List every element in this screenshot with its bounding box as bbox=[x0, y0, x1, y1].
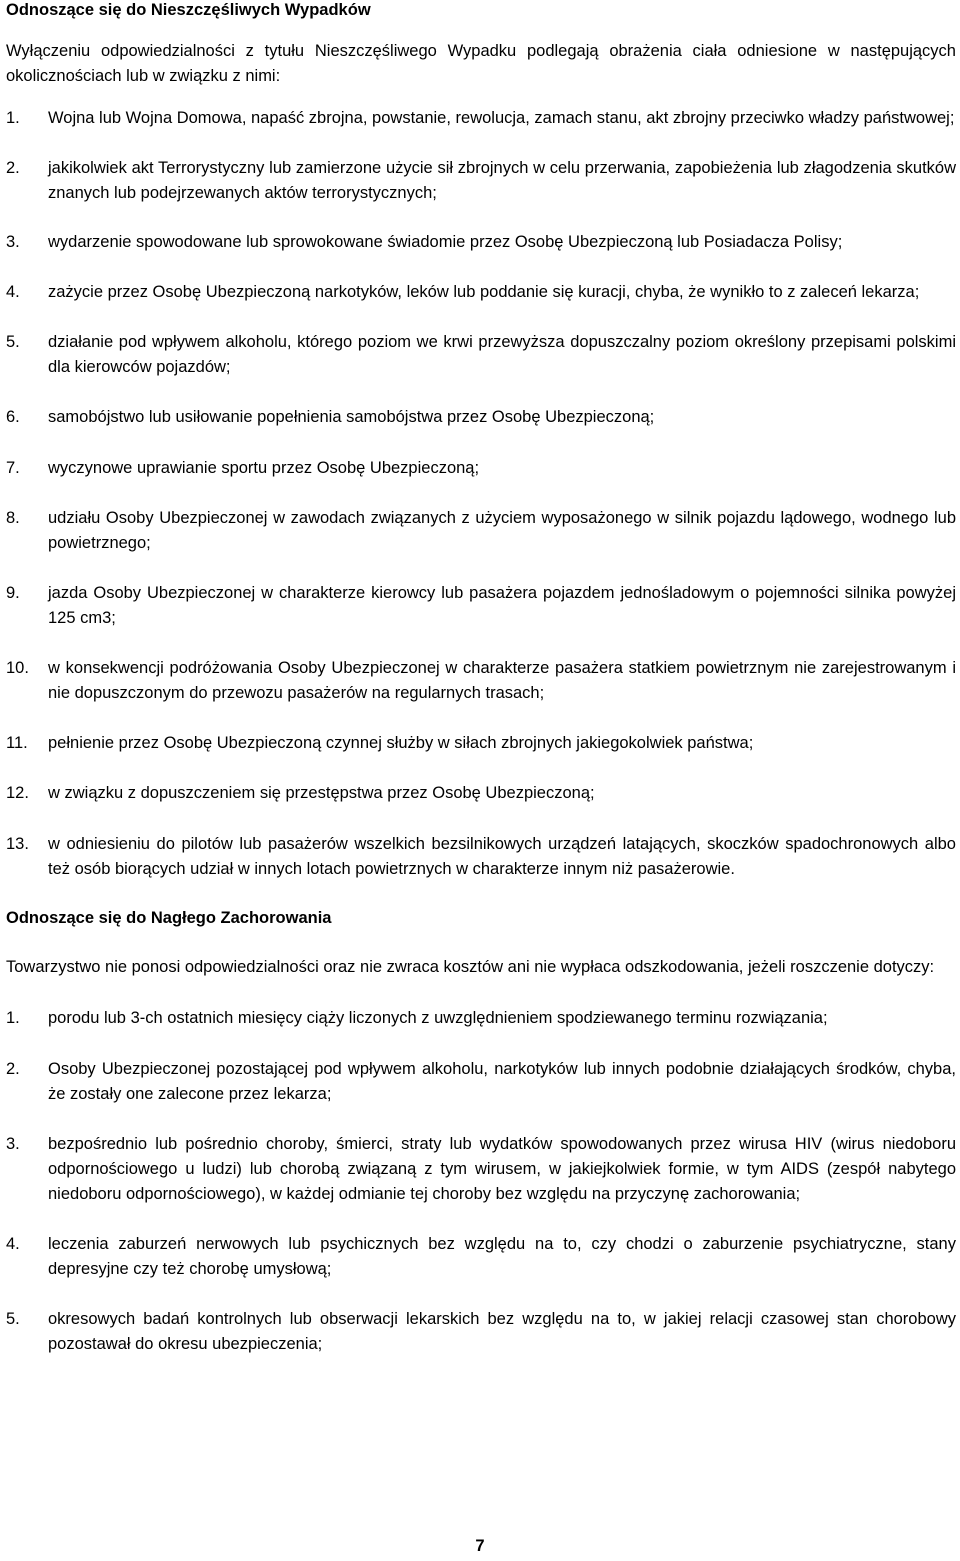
list-item bbox=[6, 106, 956, 131]
item-text: wydarzenie spowodowane lub sprowokowane świadomie przez Osobę Ubezpieczoną lub Posiadacza Polisy; bbox=[48, 233, 843, 251]
document-page bbox=[6, 0, 956, 1357]
section-intro-accidents: Wyłączeniu odpowiedzialności z tytułu Nieszczęśliwego Wypadku podlegają obrażenia ciała odniesione w następujących okolicznościach lub w związku z nimi: bbox=[6, 42, 956, 85]
section-heading-illness: Odnoszące się do Nagłego Zachorowania bbox=[6, 909, 332, 927]
section-intro-illness: Towarzystwo nie ponosi odpowiedzialności oraz nie zwraca kosztów ani nie wypłaca odszkodowania, jeżeli roszczenie dotyczy: bbox=[6, 958, 935, 976]
exclusions-list-accidents bbox=[6, 106, 956, 882]
item-text: zażycie przez Osobę Ubezpieczoną narkotyków, leków lub poddanie się kuracji, chyba, że wynikło to z zaleceń lekarza; bbox=[48, 283, 920, 301]
item-number: 2. bbox=[6, 1060, 20, 1078]
item-number: 3. bbox=[6, 1135, 20, 1153]
list-item bbox=[6, 781, 956, 806]
item-number: 10. bbox=[6, 659, 29, 677]
exclusions-list-illness bbox=[6, 1006, 956, 1357]
list-item bbox=[6, 731, 956, 756]
item-number: 12. bbox=[6, 784, 29, 802]
item-text: Osoby Ubezpieczonej pozostającej pod wpływem alkoholu, narkotyków lub innych podobnie działających środków, chyba, że zostały one zalecone przez lekarza; bbox=[48, 1060, 956, 1103]
item-number: 4. bbox=[6, 1235, 20, 1253]
list-item bbox=[6, 832, 956, 882]
list-item bbox=[6, 280, 956, 305]
item-number: 8. bbox=[6, 509, 20, 527]
item-text: leczenia zaburzeń nerwowych lub psychicznych bez względu na to, czy chodzi o zaburzenie psychiatryczne, stany depresyjne czy też chorobę umysłową; bbox=[48, 1235, 956, 1278]
item-number: 2. bbox=[6, 159, 20, 177]
list-item bbox=[6, 330, 956, 380]
item-text: działanie pod wpływem alkoholu, którego poziom we krwi przewyższa dopuszczalny poziom określony przepisami polskimi dla kierowców pojazdów; bbox=[48, 333, 956, 376]
list-item bbox=[6, 656, 956, 706]
item-number: 11. bbox=[6, 734, 28, 752]
item-number: 6. bbox=[6, 408, 20, 426]
list-item bbox=[6, 1232, 956, 1282]
list-item bbox=[6, 156, 956, 206]
item-text: porodu lub 3-ch ostatnich miesięcy ciąży liczonych z uwzględnieniem spodziewanego terminu rozwiązania; bbox=[48, 1009, 828, 1027]
item-text: w związku z dopuszczeniem się przestępstwa przez Osobę Ubezpieczoną; bbox=[48, 784, 595, 802]
item-text: jakikolwiek akt Terrorystyczny lub zamierzone użycie sił zbrojnych w celu przerwania, zapobieżenia lub złagodzenia skutków znanych lub podejrzewanych aktów terrorystycznych; bbox=[48, 159, 956, 202]
item-number: 9. bbox=[6, 584, 20, 602]
item-number: 1. bbox=[6, 109, 20, 127]
list-item bbox=[6, 1006, 956, 1031]
item-text: udziału Osoby Ubezpieczonej w zawodach związanych z użyciem wyposażonego w silnik pojazdu lądowego, wodnego lub powietrznego; bbox=[48, 509, 956, 552]
list-item bbox=[6, 1057, 956, 1107]
item-number: 7. bbox=[6, 459, 20, 477]
item-number: 4. bbox=[6, 283, 20, 301]
list-item bbox=[6, 405, 956, 430]
item-text: okresowych badań kontrolnych lub obserwacji lekarskich bez względu na to, w jakiej relacji czasowej stan chorobowy pozostawał do okresu ubezpieczenia; bbox=[48, 1310, 956, 1353]
section-heading-accidents: Odnoszące się do Nieszczęśliwych Wypadków bbox=[6, 1, 371, 19]
list-item bbox=[6, 456, 956, 481]
item-text: Wojna lub Wojna Domowa, napaść zbrojna, powstanie, rewolucja, zamach stanu, akt zbrojny przeciwko władzy państwowej; bbox=[48, 109, 955, 127]
item-number: 3. bbox=[6, 233, 20, 251]
item-number: 13. bbox=[6, 835, 29, 853]
item-text: wyczynowe uprawianie sportu przez Osobę Ubezpieczoną; bbox=[48, 459, 480, 477]
item-text: w odniesieniu do pilotów lub pasażerów wszelkich bezsilnikowych urządzeń latających, skoczków spadochronowych albo też osób biorących udział w innych lotach powietrznych w charakterze innym niż pasażerowie. bbox=[48, 835, 956, 878]
item-number: 1. bbox=[6, 1009, 20, 1027]
list-item bbox=[6, 230, 956, 255]
item-text: bezpośrednio lub pośrednio choroby, śmierci, straty lub wydatków spowodowanych przez wirusa HIV (wirus niedoboru odpornościowego u ludzi) lub chorobą związaną z tym wirusem, w jakiejkolwiek formie, w tym AIDS (zespół nabytego niedoboru odpornościowego), w każdej odmianie tej choroby bez względu na przyczynę zachorowania; bbox=[48, 1135, 956, 1203]
item-text: jazda Osoby Ubezpieczonej w charakterze kierowcy lub pasażera pojazdem jednośladowym o pojemności silnika powyżej 125 cm3; bbox=[48, 584, 956, 627]
list-item bbox=[6, 1307, 956, 1357]
page-number: 7 bbox=[475, 1537, 485, 1555]
item-text: samobójstwo lub usiłowanie popełnienia samobójstwa przez Osobę Ubezpieczoną; bbox=[48, 408, 655, 426]
item-text: w konsekwencji podróżowania Osoby Ubezpieczonej w charakterze pasażera statkiem powietrznym nie zarejestrowanym i nie dopuszczonym do przewozu pasażerów na regularnych trasach; bbox=[48, 659, 956, 702]
list-item bbox=[6, 506, 956, 556]
item-number: 5. bbox=[6, 333, 20, 351]
list-item bbox=[6, 1132, 956, 1207]
item-text: pełnienie przez Osobę Ubezpieczoną czynnej służby w siłach zbrojnych jakiegokolwiek państwa; bbox=[48, 734, 754, 752]
item-number: 5. bbox=[6, 1310, 20, 1328]
list-item bbox=[6, 581, 956, 631]
